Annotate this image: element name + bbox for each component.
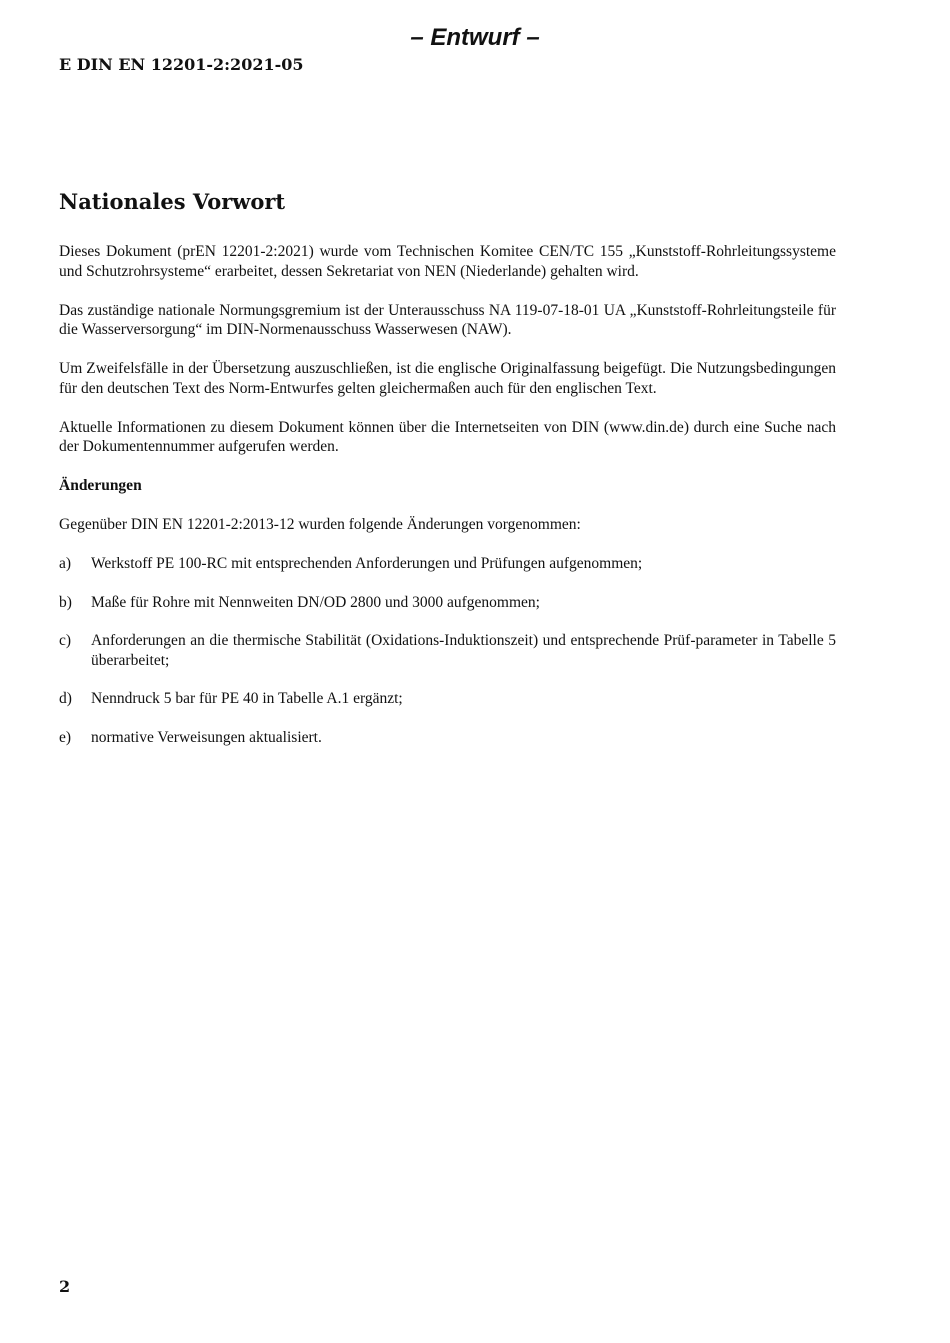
list-marker: c) <box>59 632 72 649</box>
paragraph: Das zuständige nationale Normungsgremium ist der Unterausschuss NA 119-07-18-01 UA „Kunststoff-Rohrleitungsteile für die Wasserversorgung“ im DIN-Normenausschuss Wasserwesen (NAW). <box>59 301 836 338</box>
page-number: 2 <box>59 1277 71 1296</box>
list-item <box>59 689 836 709</box>
document-id: E DIN EN 12201-2:2021-05 <box>59 55 304 74</box>
list-item <box>59 728 836 748</box>
paragraph: Um Zweifelsfälle in der Übersetzung auszuschließen, ist die englische Originalfassung beigefügt. Die Nutzungsbedingungen für den deutschen Text des Norm-Entwurfes gelten gleichermaßen auch für den englischen Text. <box>59 360 836 397</box>
list-marker: d) <box>59 690 72 707</box>
section-title: Nationales Vorwort <box>59 189 286 214</box>
list-marker: b) <box>59 593 72 611</box>
changes-list <box>59 554 836 747</box>
list-marker: a) <box>59 555 72 572</box>
list-item <box>59 593 836 613</box>
main-content <box>59 188 836 766</box>
changes-heading: Änderungen <box>59 477 142 494</box>
list-item-text: Werkstoff PE 100-RC mit entsprechenden Anforderungen und Prüfungen aufgenommen; <box>91 555 643 572</box>
list-item <box>59 631 836 670</box>
list-marker: e) <box>59 728 72 746</box>
list-item-text: normative Verweisungen aktualisiert. <box>91 728 322 746</box>
paragraph: Dieses Dokument (prEN 12201-2:2021) wurde vom Technischen Komitee CEN/TC 155 „Kunststoff-Rohrleitungssysteme und Schutzrohrsysteme“ erarbeitet, dessen Sekretariat von NEN (Niederlande) gehalten wird. <box>59 243 836 280</box>
paragraph: Aktuelle Informationen zu diesem Dokument können über die Internetseiten von DIN (www.din.de) durch eine Suche nach der Dokumentennummer aufgerufen werden. <box>59 418 836 455</box>
list-item <box>59 554 836 574</box>
list-item-text: Anforderungen an die thermische Stabilität (Oxidations-Induktionszeit) und entsprechende Prüf-parameter in Tabelle 5 überarbeitet; <box>91 632 836 669</box>
list-item-text: Maße für Rohre mit Nennweiten DN/OD 2800 und 3000 aufgenommen; <box>91 593 540 611</box>
draft-banner: – Entwurf – <box>410 24 540 51</box>
changes-intro: Gegenüber DIN EN 12201-2:2013-12 wurden folgende Änderungen vorgenommen: <box>59 516 581 533</box>
list-item-text: Nenndruck 5 bar für PE 40 in Tabelle A.1 ergänzt; <box>91 690 403 707</box>
